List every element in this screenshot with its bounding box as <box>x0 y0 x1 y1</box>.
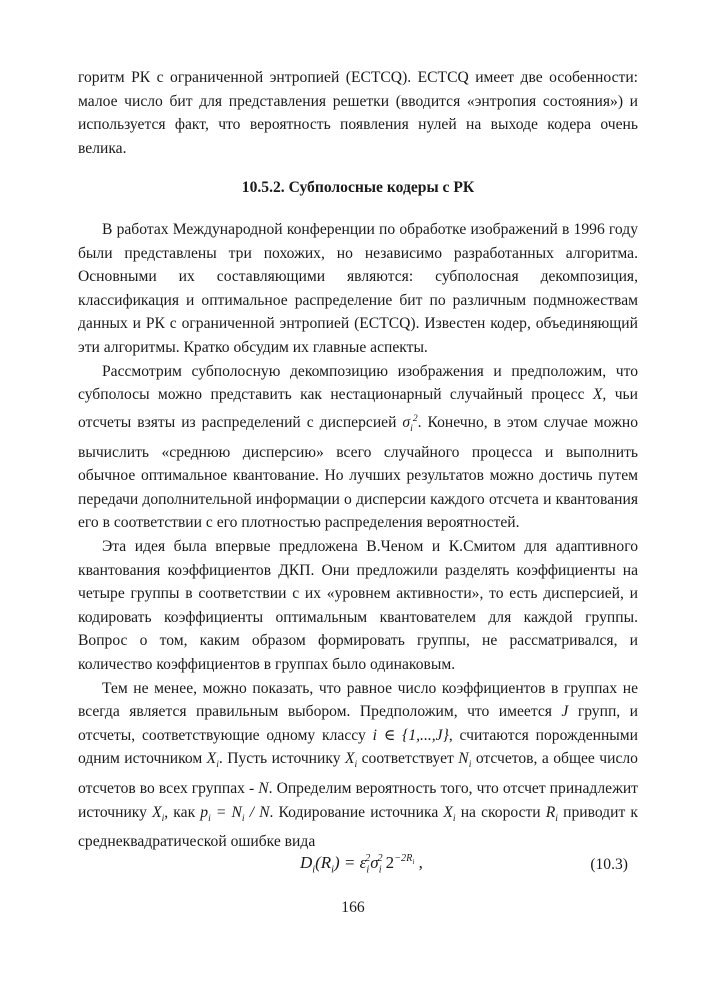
math-superscript: 2 <box>412 412 418 424</box>
math-symbol: N <box>458 750 469 768</box>
formula-part: i <box>331 864 335 876</box>
math-subscript: i <box>354 759 358 771</box>
formula-part: 2 <box>385 853 395 872</box>
text-run: Рассмотрим субполосную декомпозицию изображения и предположим, что субполосы можно представить как нестационарный случайный процесс <box>78 362 638 404</box>
math-i-in-set: i ∈ {1,...,J} <box>372 726 449 744</box>
formula-part: ) = ε <box>334 853 367 872</box>
math-subscript: i <box>555 812 558 824</box>
text-run: соответствует <box>361 750 454 768</box>
formula-part: (R <box>315 853 332 872</box>
math-subscript: i <box>241 812 245 824</box>
math-symbol: / N <box>244 803 270 821</box>
math-symbol: p <box>200 803 209 821</box>
math-X-i <box>344 750 358 771</box>
math-p-i-definition <box>200 803 270 824</box>
formula-part: σ <box>370 853 379 872</box>
text-run: . Кодирование источника <box>269 803 439 821</box>
formula-part: −2R <box>394 853 413 865</box>
math-X-i <box>443 803 456 824</box>
text-run: . Пусть источнику <box>218 750 341 768</box>
math-subscript: i <box>216 759 219 771</box>
text-run: , считаются порожденными одним источником <box>78 726 638 768</box>
math-X-i <box>206 750 219 771</box>
math-subscript: i <box>161 812 165 824</box>
formula-part: i <box>312 864 316 876</box>
paragraph-chen-smith: Эта идея была впервые предложена В.Ченом и К.Смитом для адаптивного квантования коэффициентов ДКП. Они предложили разделять коэффициенты на четыре группы в соответствии с их «уровнем активности», то есть дисперсией, и кодировать коэффициенты оптимальным квантователем для каждой группы. Вопрос о том, каким образом формировать группы, не рассматривался, и количество коэффициентов в группах было одинаковым. <box>78 537 638 673</box>
formula-part: i <box>366 864 370 876</box>
math-sigma-i-squared <box>402 412 418 435</box>
formula-part: i <box>412 858 415 867</box>
text-run: групп, и отсчеты, соответствующие одному классу <box>78 703 638 744</box>
page-number: 166 <box>341 899 365 916</box>
math-R-i <box>545 803 558 824</box>
math-subscript: i <box>208 812 211 824</box>
math-subscript: i <box>410 423 413 435</box>
text-run: , чьи отсчеты взяты из распределений с дисперсией <box>78 386 638 431</box>
math-symbol: R <box>545 803 556 821</box>
formula-part: i <box>378 864 382 876</box>
math-subscript: i <box>468 759 472 771</box>
text-run: на скорости <box>460 803 541 821</box>
math-J: J <box>561 703 569 721</box>
paragraph-continuation: горитм РК с ограниченной энтропией (ECTCQ). ECTCQ имеет две особенности: малое число бит для представления решетки (вводится «энтропия состояния») и используется факт, что вероятность появления нулей на выходе кодера очень велика. <box>78 69 638 157</box>
formula-part: 2 <box>377 853 383 865</box>
formula-part: D <box>300 853 313 872</box>
text-run: отсчетов, а общее число отсчетов во всех группах - <box>78 750 638 798</box>
math-X-i <box>152 803 165 824</box>
text-run: . Конечно, в этом случае можно вычислить «среднюю дисперсию» всего случайного процесса и выполнить обычное оптимальное квантование. Но лучших результатов можно достичь путем передачи дополнительной информации о дисперсии каждого отсчета и квантования его в соответствии с его плотностью распределения вероятностей. <box>78 413 638 532</box>
equation-number: (10.3) <box>590 856 628 873</box>
math-N: N <box>258 780 269 798</box>
math-symbol: = N <box>210 803 242 821</box>
paragraph-subband-decomposition <box>78 360 638 535</box>
formula-part: , <box>414 853 423 872</box>
math-symbol: X <box>152 803 162 821</box>
section-heading: 10.5.2. Субполосные кодеры с РК <box>241 179 475 197</box>
equation-formula <box>300 853 423 875</box>
formula-part <box>394 853 415 867</box>
math-symbol: X <box>206 750 217 768</box>
math-symbol: X <box>443 803 453 821</box>
formula-part: 2 <box>365 853 371 865</box>
paragraph-groups <box>78 677 638 854</box>
paragraph-intro: В работах Международной конференции по обработке изображений в 1996 году были представлены три похожих, но независимо разработанных алгоритма. Основными их составляющими являются: субполосная декомпозиция, классификация и оптимальное распределение бит по различным подмножествам данных и РК с ограниченной энтропией (ECTCQ). Известен кодер, объединяющий эти алгоритмы. Кратко обсудим их главные аспекты. <box>78 220 638 356</box>
math-subscript: i <box>452 812 456 824</box>
math-symbol: σ <box>402 413 411 431</box>
math-N-i <box>458 750 472 771</box>
text-run: . Определим вероятность того, что отсчет принадлежит источнику <box>78 780 639 821</box>
text-run: приводит к среднеквадратической ошибке вида <box>78 803 638 851</box>
math-symbol: X <box>344 750 355 768</box>
text-run: , как <box>164 803 196 821</box>
page-body <box>78 66 638 854</box>
text-run: Тем не менее, можно показать, что равное число коэффициентов в группах не всегда является правильным выбором. Предположим, что имеется <box>78 679 638 721</box>
math-X: X <box>592 386 603 404</box>
